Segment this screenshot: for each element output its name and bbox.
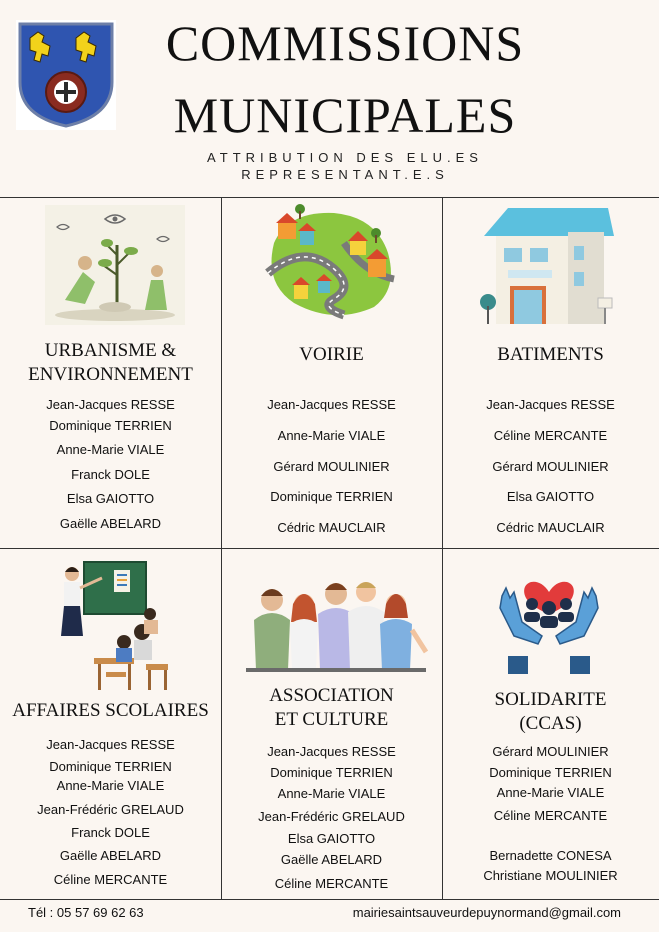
member-name: Céline MERCANTE <box>493 808 608 823</box>
member-name: Anne-Marie VIALE <box>56 442 165 457</box>
member-name: Gaëlle ABELARD <box>59 848 162 863</box>
member-name: Anne-Marie VIALE <box>56 778 165 793</box>
member-name: Jean-Jacques RESSE <box>46 737 175 752</box>
commission-heading: SOLIDARITE <box>494 689 607 710</box>
page-subtitle-line2: REPRESENTANT.E.S <box>241 167 449 182</box>
member-name: Jean-Jacques RESSE <box>267 397 396 412</box>
member-name: Gérard MOULINIER <box>492 744 609 759</box>
grid-line-bottom <box>0 899 659 900</box>
page-title-line2: MUNICIPALES <box>173 87 517 143</box>
commission-heading: BATIMENTS <box>497 344 604 365</box>
member-name: Jean-Jacques RESSE <box>46 397 175 412</box>
village-road-map-icon <box>264 203 398 321</box>
member-name: Gaëlle ABELARD <box>59 516 162 531</box>
member-name: Elsa GAIOTTO <box>66 491 155 506</box>
member-name: Anne-Marie VIALE <box>277 786 386 801</box>
member-name: Jean-Jacques RESSE <box>267 744 396 759</box>
member-name: Céline MERCANTE <box>274 876 389 891</box>
member-name: Jean-Frédéric GRELAUD <box>258 809 405 824</box>
hands-heart-people-icon <box>494 568 604 680</box>
commission-heading: ET CULTURE <box>274 709 389 730</box>
member-name: Franck DOLE <box>71 467 150 482</box>
grid-line-top <box>0 197 659 198</box>
people-planting-tree-icon <box>45 205 185 325</box>
commission-heading: (CCAS) <box>519 713 582 734</box>
member-name: Cédric MAUCLAIR <box>277 520 386 535</box>
member-name: Dominique TERRIEN <box>270 489 393 504</box>
member-name: Céline MERCANTE <box>493 428 608 443</box>
commission-heading: URBANISME & <box>44 340 177 361</box>
commission-heading: AFFAIRES SCOLAIRES <box>12 700 209 721</box>
commission-heading: ENVIRONNEMENT <box>28 364 193 385</box>
municipal-coat-of-arms-icon <box>16 20 116 130</box>
member-name: Jean-Frédéric GRELAUD <box>37 802 184 817</box>
group-of-people-icon <box>238 574 430 672</box>
member-name: Bernadette CONESA <box>489 848 612 863</box>
member-name: Elsa GAIOTTO <box>287 831 376 846</box>
member-name: Anne-Marie VIALE <box>277 428 386 443</box>
member-name: Christiane MOULINIER <box>483 868 618 883</box>
member-name: Dominique TERRIEN <box>270 765 393 780</box>
building-icon <box>478 202 618 328</box>
commission-heading: ASSOCIATION <box>269 685 394 706</box>
footer-email[interactable]: mairiesaintsauveurdepuynormand@gmail.com <box>352 905 621 920</box>
member-name: Cédric MAUCLAIR <box>496 520 605 535</box>
page-title-line1: COMMISSIONS <box>165 15 525 71</box>
member-name: Céline MERCANTE <box>53 872 168 887</box>
grid-line-middle <box>0 548 659 549</box>
member-name: Dominique TERRIEN <box>49 418 172 433</box>
member-name: Dominique TERRIEN <box>49 759 172 774</box>
member-name: Dominique TERRIEN <box>489 765 612 780</box>
member-name: Gérard MOULINIER <box>492 459 609 474</box>
member-name: Gérard MOULINIER <box>273 459 390 474</box>
member-name: Gaëlle ABELARD <box>280 852 383 867</box>
member-name: Jean-Jacques RESSE <box>486 397 615 412</box>
member-name: Anne-Marie VIALE <box>496 785 605 800</box>
commission-heading: VOIRIE <box>299 344 364 365</box>
footer-phone: Tél : 05 57 69 62 63 <box>28 905 144 920</box>
page-subtitle-line1: ATTRIBUTION DES ELU.ES <box>207 150 483 165</box>
teacher-classroom-icon <box>50 560 170 692</box>
member-name: Elsa GAIOTTO <box>506 489 595 504</box>
member-name: Franck DOLE <box>71 825 150 840</box>
